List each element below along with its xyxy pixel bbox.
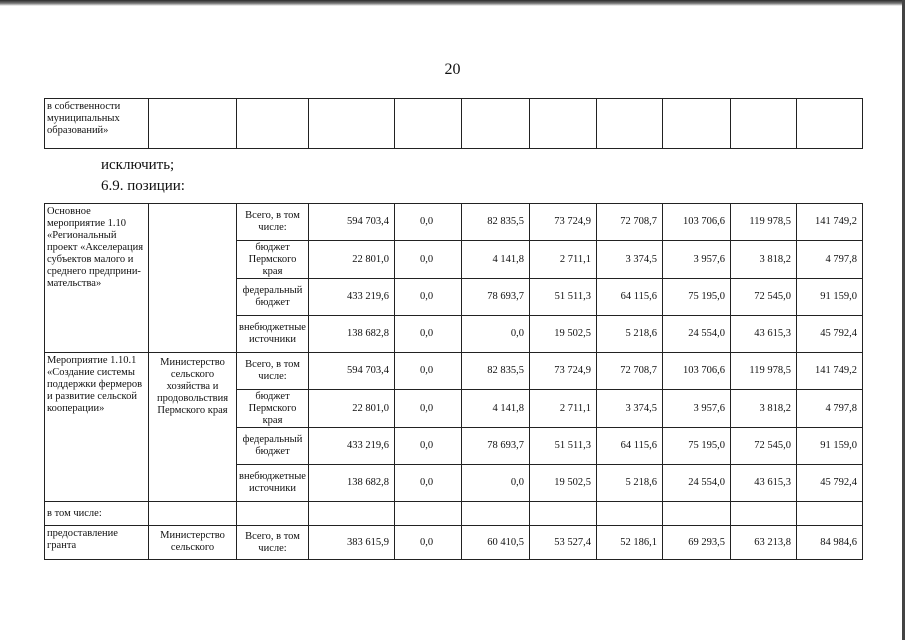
amount-cell: 75 195,0 <box>663 428 731 465</box>
top-table <box>44 98 863 149</box>
amount-cell: 63 213,8 <box>731 526 797 560</box>
table-row <box>45 204 863 241</box>
amount-cell: 64 115,6 <box>597 279 663 316</box>
executor-cell: Министерство сельского <box>149 526 237 560</box>
amount-cell: 103 706,6 <box>663 353 731 390</box>
amount-cell: 19 502,5 <box>530 316 597 353</box>
activity-label: Мероприятие 1.10.1 «Создание системы поддержки фермеров и развитие сельской кооперации» <box>45 353 149 502</box>
amount-cell: 0,0 <box>395 465 462 502</box>
empty-cell <box>663 502 731 526</box>
empty-cell <box>663 99 731 149</box>
amount-cell: 53 527,4 <box>530 526 597 560</box>
amount-cell: 5 218,6 <box>597 465 663 502</box>
amount-cell: 3 374,5 <box>597 241 663 279</box>
amount-cell: 51 511,3 <box>530 428 597 465</box>
amount-cell: 82 835,5 <box>462 204 530 241</box>
empty-cell <box>462 502 530 526</box>
page-number: 20 <box>444 61 461 78</box>
amount-cell: 64 115,6 <box>597 428 663 465</box>
empty-cell <box>731 502 797 526</box>
empty-cell <box>597 99 663 149</box>
amount-cell: 45 792,4 <box>797 316 863 353</box>
amount-cell: 73 724,9 <box>530 204 597 241</box>
amount-cell: 0,0 <box>462 465 530 502</box>
table-row <box>45 353 863 390</box>
instruction-positions: 6.9. позиции: <box>101 178 185 194</box>
amount-cell: 3 818,2 <box>731 390 797 428</box>
amount-cell: 91 159,0 <box>797 428 863 465</box>
amount-cell: 78 693,7 <box>462 428 530 465</box>
amount-cell: 52 186,1 <box>597 526 663 560</box>
empty-cell <box>237 502 309 526</box>
amount-cell: 73 724,9 <box>530 353 597 390</box>
empty-cell <box>530 502 597 526</box>
amount-cell: 119 978,5 <box>731 204 797 241</box>
executor-cell <box>149 204 237 353</box>
amount-cell: 75 195,0 <box>663 279 731 316</box>
amount-cell: 594 703,4 <box>309 353 395 390</box>
amount-cell: 594 703,4 <box>309 204 395 241</box>
activity-label: предоставление гранта <box>45 526 149 560</box>
amount-cell: 91 159,0 <box>797 279 863 316</box>
subheader-label: в том числе: <box>45 502 149 526</box>
amount-cell: 72 545,0 <box>731 428 797 465</box>
amount-cell: 141 749,2 <box>797 204 863 241</box>
empty-cell <box>309 502 395 526</box>
amount-cell: 0,0 <box>462 316 530 353</box>
amount-cell: 72 708,7 <box>597 204 663 241</box>
amount-cell: 0,0 <box>395 428 462 465</box>
amount-cell: 4 141,8 <box>462 390 530 428</box>
amount-cell: 0,0 <box>395 241 462 279</box>
amount-cell: 24 554,0 <box>663 316 731 353</box>
activity-label: Основное мероприятие 1.10 «Региональный проект «Акселерация субъектов малого и среднего предприни-мательства» <box>45 204 149 353</box>
financing-table <box>44 203 863 560</box>
empty-cell <box>597 502 663 526</box>
empty-cell <box>309 99 395 149</box>
amount-cell: 141 749,2 <box>797 353 863 390</box>
amount-cell: 72 708,7 <box>597 353 663 390</box>
amount-cell: 3 957,6 <box>663 390 731 428</box>
amount-cell: 69 293,5 <box>663 526 731 560</box>
empty-cell <box>797 502 863 526</box>
executor-cell: Министерство сельского хозяйства и продовольствия Пермского края <box>149 353 237 502</box>
amount-cell: 138 682,8 <box>309 316 395 353</box>
amount-cell: 43 615,3 <box>731 316 797 353</box>
funding-source: внебюджетные источники <box>237 316 309 353</box>
empty-cell <box>149 502 237 526</box>
empty-cell <box>731 99 797 149</box>
amount-cell: 103 706,6 <box>663 204 731 241</box>
amount-cell: 43 615,3 <box>731 465 797 502</box>
funding-source: федеральный бюджет <box>237 279 309 316</box>
amount-cell: 3 818,2 <box>731 241 797 279</box>
funding-source: Всего, в том числе: <box>237 353 309 390</box>
empty-cell <box>237 99 309 149</box>
amount-cell: 51 511,3 <box>530 279 597 316</box>
amount-cell: 119 978,5 <box>731 353 797 390</box>
amount-cell: 4 797,8 <box>797 241 863 279</box>
amount-cell: 19 502,5 <box>530 465 597 502</box>
empty-cell <box>395 99 462 149</box>
top-row-label: в собственности муниципальных образований» <box>45 99 149 149</box>
amount-cell: 0,0 <box>395 204 462 241</box>
amount-cell: 5 218,6 <box>597 316 663 353</box>
amount-cell: 22 801,0 <box>309 390 395 428</box>
amount-cell: 4 141,8 <box>462 241 530 279</box>
amount-cell: 4 797,8 <box>797 390 863 428</box>
amount-cell: 2 711,1 <box>530 390 597 428</box>
amount-cell: 0,0 <box>395 526 462 560</box>
funding-source: Всего, в том числе: <box>237 526 309 560</box>
amount-cell: 0,0 <box>395 279 462 316</box>
funding-source: федеральный бюджет <box>237 428 309 465</box>
empty-cell <box>462 99 530 149</box>
empty-cell <box>797 99 863 149</box>
amount-cell: 0,0 <box>395 390 462 428</box>
funding-source: Всего, в том числе: <box>237 204 309 241</box>
amount-cell: 383 615,9 <box>309 526 395 560</box>
amount-cell: 22 801,0 <box>309 241 395 279</box>
funding-source: бюджет Пермского края <box>237 390 309 428</box>
amount-cell: 84 984,6 <box>797 526 863 560</box>
amount-cell: 3 957,6 <box>663 241 731 279</box>
amount-cell: 433 219,6 <box>309 279 395 316</box>
amount-cell: 60 410,5 <box>462 526 530 560</box>
amount-cell: 82 835,5 <box>462 353 530 390</box>
scan-top-edge <box>0 0 905 6</box>
amount-cell: 78 693,7 <box>462 279 530 316</box>
instruction-exclude: исключить; <box>101 157 175 173</box>
amount-cell: 433 219,6 <box>309 428 395 465</box>
top-table-row <box>45 99 863 149</box>
empty-cell <box>530 99 597 149</box>
funding-source: бюджет Пермского края <box>237 241 309 279</box>
amount-cell: 0,0 <box>395 316 462 353</box>
amount-cell: 72 545,0 <box>731 279 797 316</box>
amount-cell: 24 554,0 <box>663 465 731 502</box>
amount-cell: 2 711,1 <box>530 241 597 279</box>
amount-cell: 0,0 <box>395 353 462 390</box>
empty-cell <box>395 502 462 526</box>
funding-source: внебюджетные источники <box>237 465 309 502</box>
amount-cell: 138 682,8 <box>309 465 395 502</box>
empty-cell <box>149 99 237 149</box>
amount-cell: 3 374,5 <box>597 390 663 428</box>
amount-cell: 45 792,4 <box>797 465 863 502</box>
table-row <box>45 502 863 526</box>
table-row <box>45 526 863 560</box>
